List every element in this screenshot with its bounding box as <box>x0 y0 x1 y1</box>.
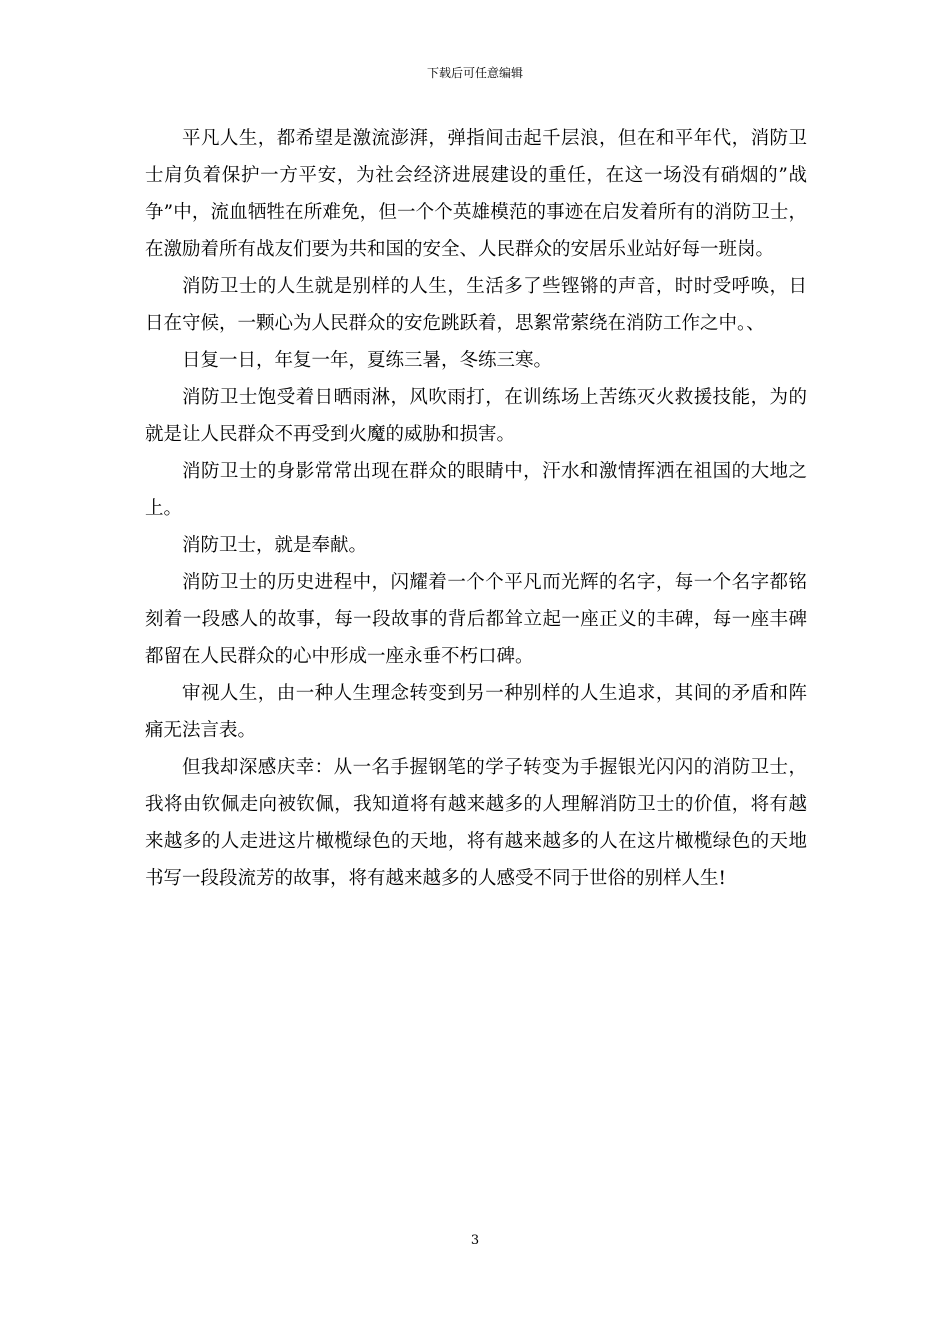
paragraph: 日复一日，年复一年，夏练三暑，冬练三寒。 <box>182 350 553 371</box>
paragraph: 消防卫士的身影常常出现在群众的眼睛中，汗水和激情挥洒在祖国的大地之上。 <box>145 461 807 519</box>
paragraph: 审视人生，由一种人生理念转变到另一种别样的人生追求，其间的矛盾和阵痛无法言表。 <box>145 683 807 741</box>
paragraph: 但我却深感庆幸：从一名手握钢笔的学子转变为手握银光闪闪的消防卫士，我将由钦佩走向被钦佩，我知道将有越来越多的人理解消防卫士的价值，将有越来越多的人走进这片橄榄绿色的天地，将有越来越多的人在这片橄榄绿色的天地书写一段段流芳的故事，将有越来越多的人感受不同于世俗的别样人生! <box>145 757 807 889</box>
document-body <box>145 120 807 897</box>
page-header-note: 下载后可任意编辑 <box>426 66 523 80</box>
paragraph: 消防卫士的人生就是别样的人生，生活多了些铿锵的声音，时时受呼唤，日日在守候，一颗心为人民群众的安危跳跃着，思絮常萦绕在消防工作之中。、 <box>145 276 807 334</box>
paragraph: 消防卫士的历史进程中，闪耀着一个个平凡而光辉的名字，每一个名字都铭刻着一段感人的故事，每一段故事的背后都耸立起一座正义的丰碑，每一座丰碑都留在人民群众的心中形成一座永垂不朽口碑。 <box>145 572 807 667</box>
page-number: 3 <box>470 1233 480 1248</box>
paragraph: 平凡人生，都希望是激流澎湃，弹指间击起千层浪，但在和平年代，消防卫士肩负着保护一方平安，为社会经济进展建设的重任，在这一场没有硝烟的”战争”中，流血牺牲在所难免，但一个个英雄模范的事迹在启发着所有的消防卫士，在激励着所有战友们要为共和国的安全、人民群众的安居乐业站好每一班岗。 <box>145 128 807 260</box>
paragraph: 消防卫士，就是奉献。 <box>182 535 368 556</box>
paragraph: 消防卫士饱受着日晒雨淋，风吹雨打，在训练场上苦练灭火救援技能，为的就是让人民群众不再受到火魔的威胁和损害。 <box>145 387 807 445</box>
